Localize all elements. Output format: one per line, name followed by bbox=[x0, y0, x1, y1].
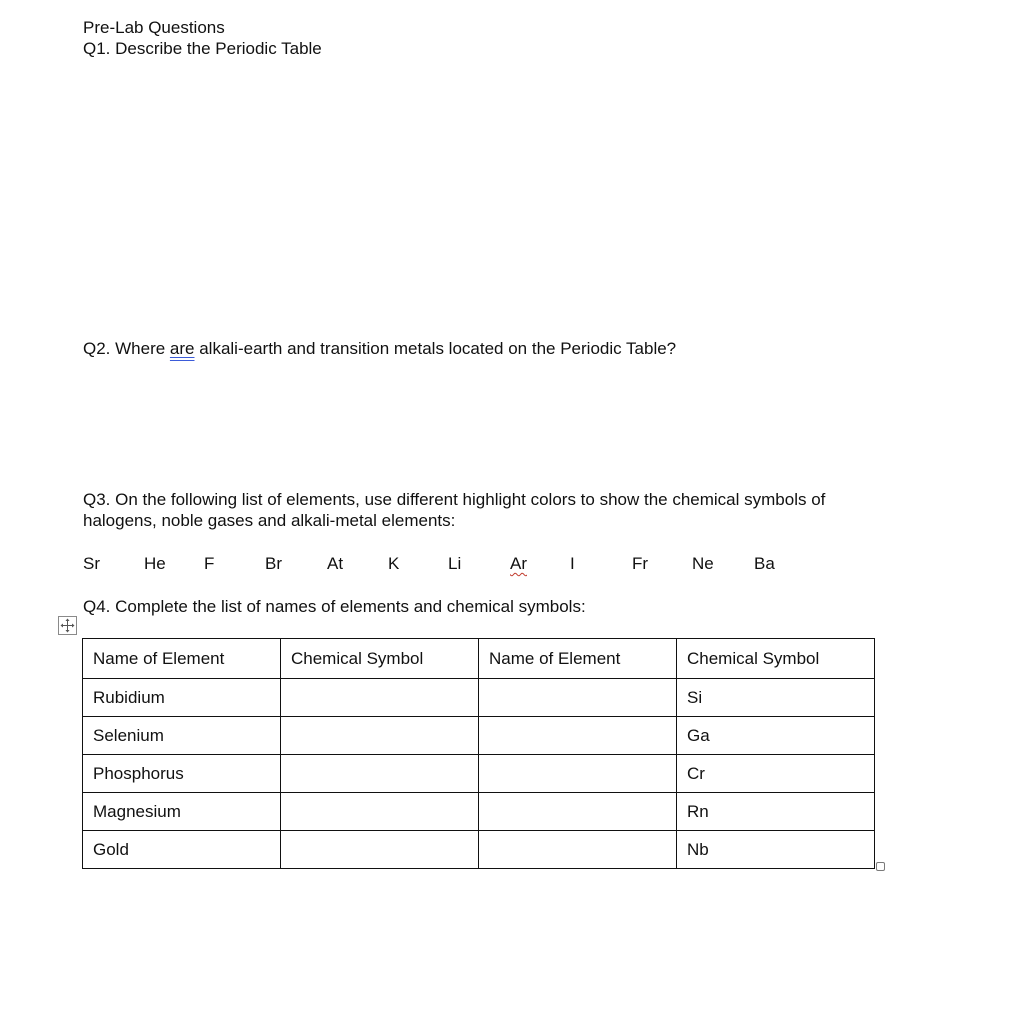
element-symbol[interactable]: Fr bbox=[632, 554, 649, 573]
table-cell[interactable]: Nb bbox=[677, 831, 875, 869]
table-cell[interactable] bbox=[281, 793, 479, 831]
header-cell[interactable]: Chemical Symbol bbox=[677, 639, 875, 679]
table-cell[interactable] bbox=[479, 755, 677, 793]
header-cell[interactable]: Chemical Symbol bbox=[281, 639, 479, 679]
table-resize-handle[interactable] bbox=[876, 862, 885, 871]
table-cell[interactable] bbox=[281, 755, 479, 793]
table-move-handle[interactable] bbox=[58, 616, 77, 635]
table-cell[interactable]: Cr bbox=[677, 755, 875, 793]
table-cell[interactable] bbox=[479, 831, 677, 869]
table-cell[interactable] bbox=[281, 831, 479, 869]
table-cell[interactable]: Phosphorus bbox=[83, 755, 281, 793]
table-cell[interactable]: Gold bbox=[83, 831, 281, 869]
table-cell[interactable]: Rn bbox=[677, 793, 875, 831]
table-row bbox=[83, 831, 875, 869]
table-header-row bbox=[83, 639, 875, 679]
table-cell[interactable]: Rubidium bbox=[83, 679, 281, 717]
element-symbol[interactable]: Sr bbox=[83, 554, 100, 573]
elements-table bbox=[82, 638, 875, 869]
question-2-before: Q2. Where bbox=[83, 339, 170, 358]
table-row bbox=[83, 755, 875, 793]
table-cell[interactable] bbox=[479, 679, 677, 717]
table-cell[interactable]: Ga bbox=[677, 717, 875, 755]
table-cell[interactable]: Si bbox=[677, 679, 875, 717]
question-3-line-2: halogens, noble gases and alkali-metal elements: bbox=[83, 511, 456, 530]
question-4: Q4. Complete the list of names of elements and chemical symbols: bbox=[83, 597, 586, 616]
element-symbol-list bbox=[0, 554, 1024, 574]
grammar-flagged-word[interactable]: are bbox=[169, 339, 195, 358]
element-symbol[interactable]: Ne bbox=[692, 554, 714, 573]
header-cell[interactable]: Name of Element bbox=[83, 639, 281, 679]
element-symbol[interactable]: Li bbox=[448, 554, 462, 573]
table-cell[interactable]: Selenium bbox=[83, 717, 281, 755]
table-row bbox=[83, 717, 875, 755]
table-row bbox=[83, 793, 875, 831]
question-2 bbox=[83, 339, 676, 359]
element-symbol[interactable]: He bbox=[144, 554, 166, 573]
doc-title: Pre-Lab Questions bbox=[83, 18, 225, 37]
element-symbol[interactable]: At bbox=[327, 554, 344, 573]
element-symbol[interactable]: Ba bbox=[754, 554, 775, 573]
element-symbol[interactable]: Br bbox=[265, 554, 282, 573]
element-symbol[interactable]: I bbox=[570, 554, 575, 573]
question-3-line-1: Q3. On the following list of elements, use different highlight colors to show the chemical symbols of bbox=[83, 490, 826, 509]
element-symbol-spell-flagged[interactable]: Ar bbox=[510, 554, 527, 573]
header-cell[interactable]: Name of Element bbox=[479, 639, 677, 679]
move-arrows-icon bbox=[59, 617, 76, 634]
table-cell[interactable] bbox=[281, 679, 479, 717]
element-symbol[interactable]: F bbox=[204, 554, 215, 573]
table-cell[interactable]: Magnesium bbox=[83, 793, 281, 831]
element-symbol[interactable]: K bbox=[388, 554, 400, 573]
table-cell[interactable] bbox=[281, 717, 479, 755]
table-row bbox=[83, 679, 875, 717]
table-cell[interactable] bbox=[479, 717, 677, 755]
question-2-after: alkali-earth and transition metals located on the Periodic Table? bbox=[194, 339, 677, 358]
question-1: Q1. Describe the Periodic Table bbox=[83, 39, 322, 58]
table-cell[interactable] bbox=[479, 793, 677, 831]
